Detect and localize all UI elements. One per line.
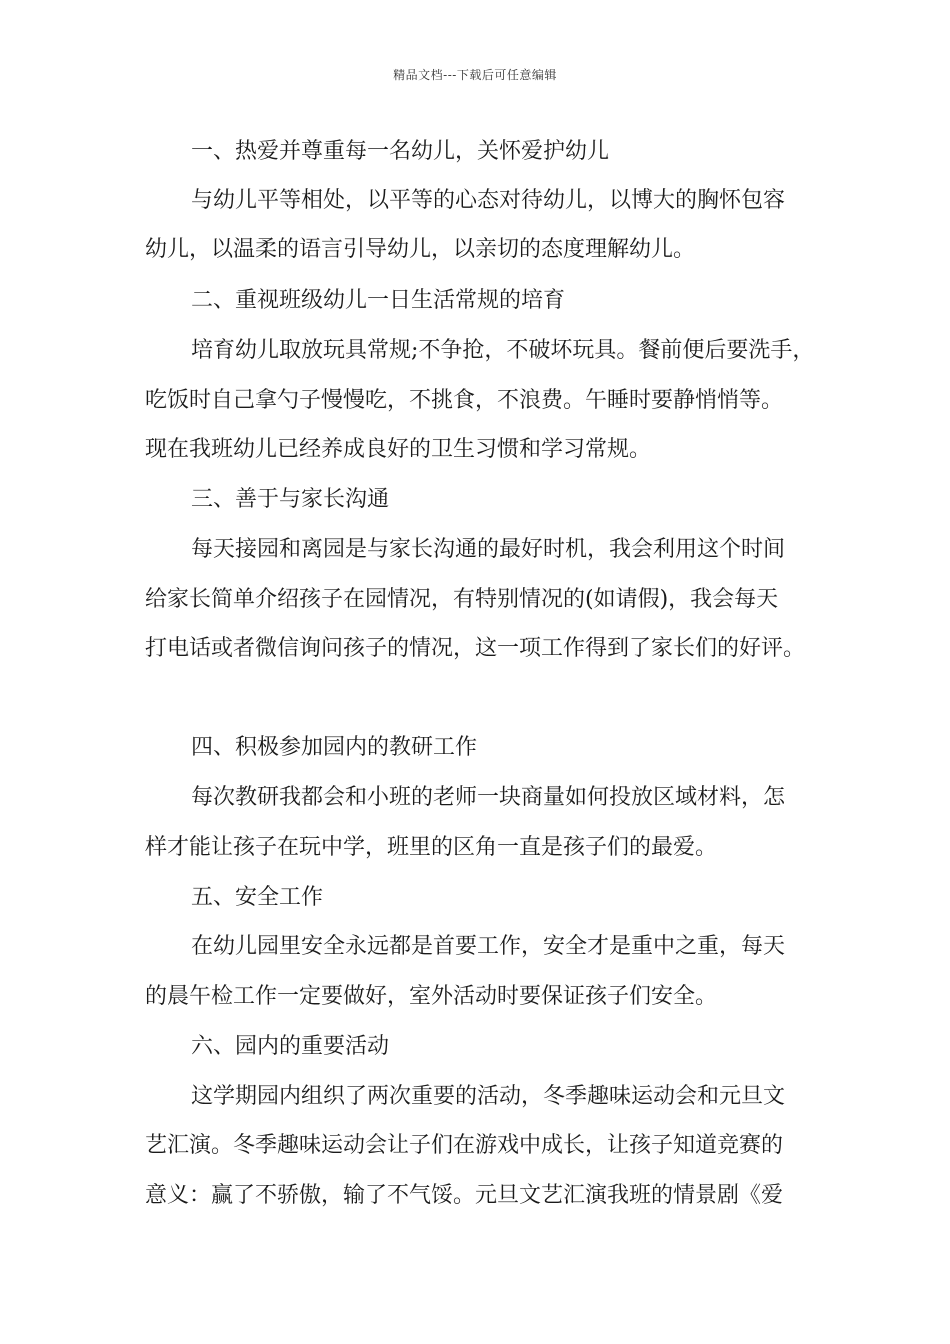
- section-heading-4: 四、积极参加园内的教研工作: [191, 735, 478, 760]
- section-heading-5: 五、安全工作: [191, 885, 324, 910]
- paragraph-line: 样才能让孩子在玩中学，班里的区角一直是孩子们的最爱。: [145, 835, 718, 860]
- paragraph-line: 每次教研我都会和小班的老师一块商量如何投放区域材料，怎: [191, 785, 786, 810]
- paragraph-line: 每天接园和离园是与家长沟通的最好时机，我会利用这个时间: [191, 537, 786, 562]
- paragraph-line: 现在我班幼儿已经养成良好的卫生习惯和学习常规。: [145, 437, 652, 462]
- section-heading-3: 三、善于与家长沟通: [191, 487, 390, 512]
- paragraph-line: 这学期园内组织了两次重要的活动，冬季趣味运动会和元旦文: [191, 1084, 786, 1109]
- paragraph-line: 艺汇演。冬季趣味运动会让子们在游戏中成长，让孩子知道竞赛的: [145, 1133, 784, 1158]
- paragraph-line: 打电话或者微信询问孩子的情况，这一项工作得到了家长们的好评。: [145, 636, 806, 661]
- paragraph-line: 培育幼儿取放玩具常规;不争抢，不破坏玩具。餐前便后要洗手，: [191, 338, 815, 363]
- section-heading-6: 六、园内的重要活动: [191, 1034, 390, 1059]
- paragraph-line: 的晨午检工作一定要做好，室外活动时要保证孩子们安全。: [145, 984, 718, 1009]
- section-heading-2: 二、重视班级幼儿一日生活常规的培育: [191, 288, 566, 313]
- paragraph-line: 与幼儿平等相处，以平等的心态对待幼儿，以博大的胸怀包容: [191, 188, 786, 213]
- section-heading-1: 一、热爱并尊重每一名幼儿，关怀爱护幼儿: [191, 139, 610, 164]
- paragraph-line: 在幼儿园里安全永远都是首要工作，安全才是重中之重，每天: [191, 934, 786, 959]
- page-header: 精品文档---下载后可任意编辑: [393, 68, 557, 82]
- paragraph-line: 给家长简单介绍孩子在园情况，有特别情况的(如请假)，我会每天: [145, 587, 779, 612]
- paragraph-line: 吃饭时自己拿勺子慢慢吃，不挑食，不浪费。午睡时要静悄悄等。: [145, 388, 784, 413]
- paragraph-line: 意义：赢了不骄傲，输了不气馁。元旦文艺汇演我班的情景剧《爱: [145, 1183, 784, 1208]
- paragraph-line: 幼儿，以温柔的语言引导幼儿，以亲切的态度理解幼儿。: [145, 237, 696, 262]
